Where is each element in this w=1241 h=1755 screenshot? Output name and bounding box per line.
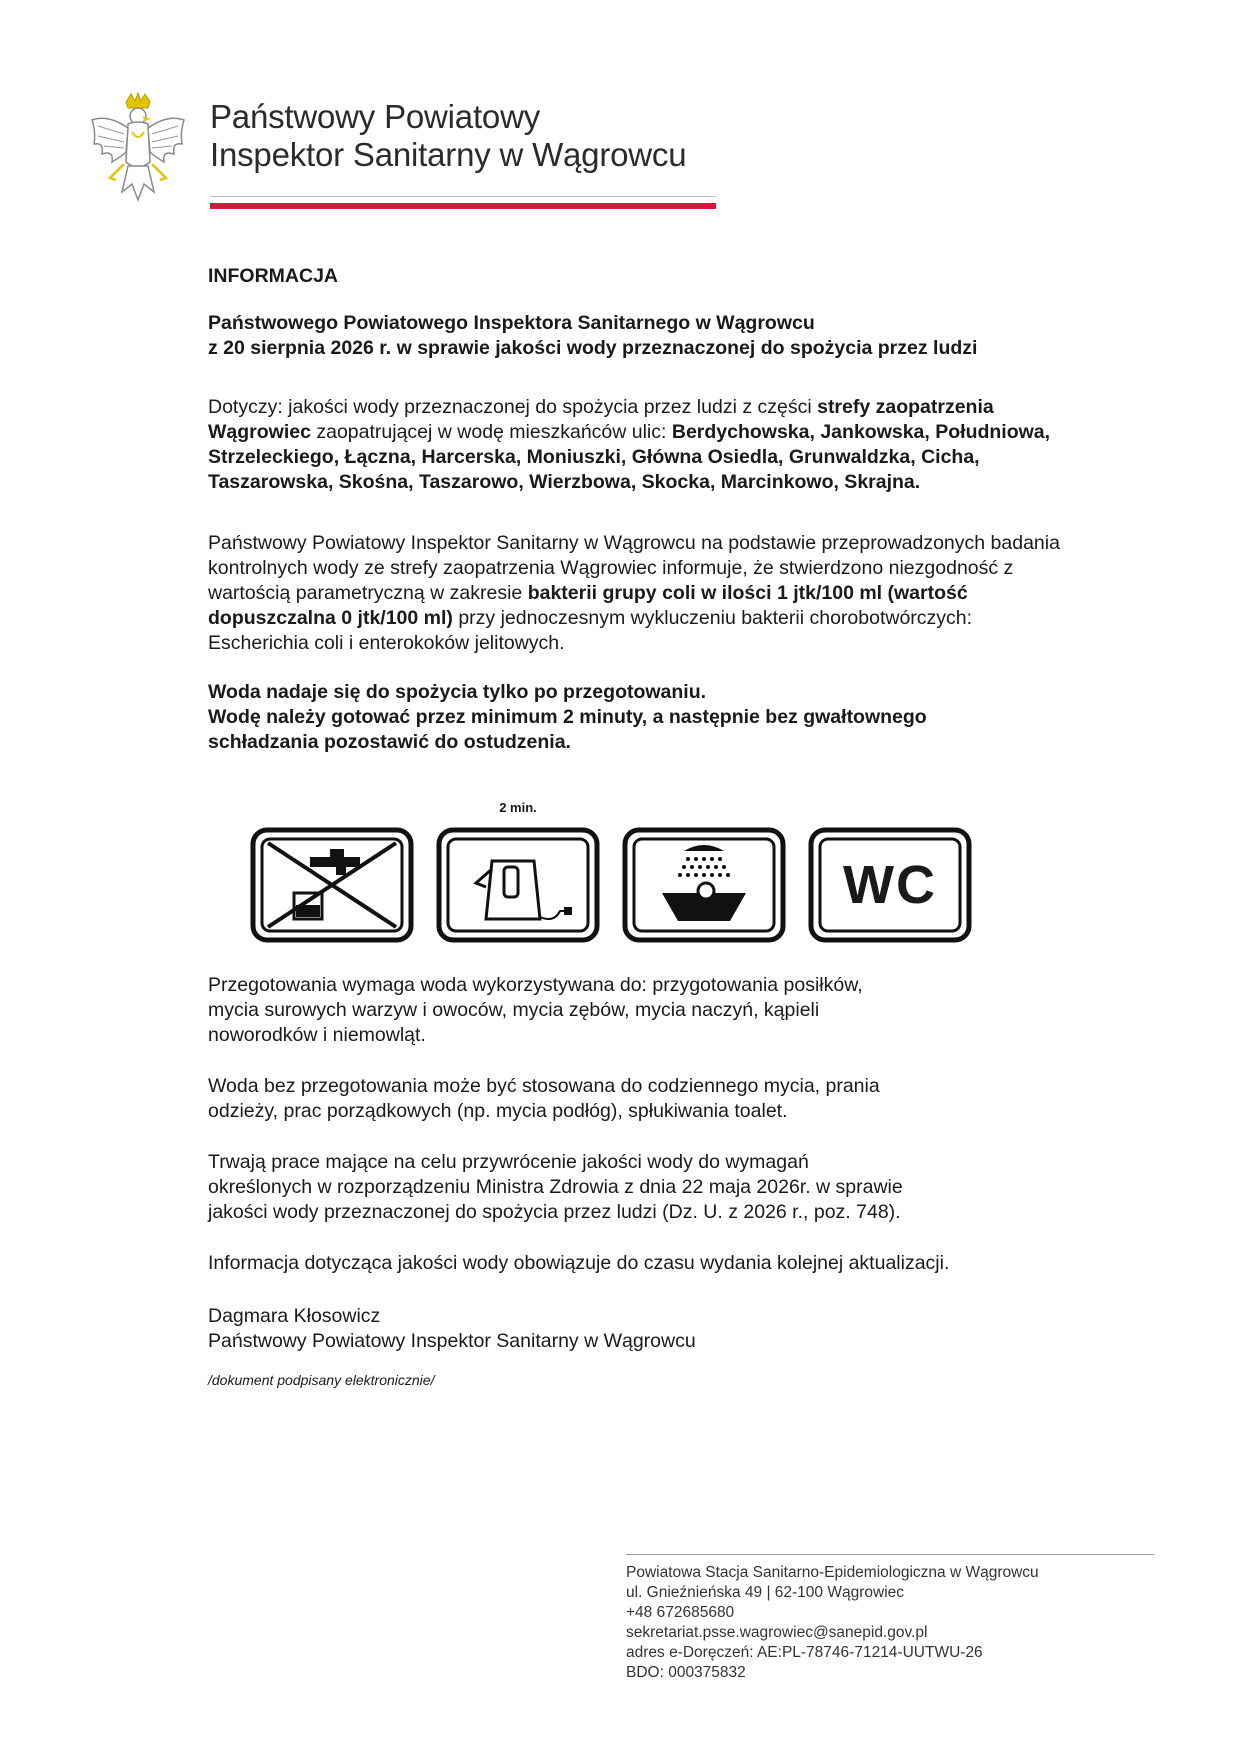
scope-zone: strefy zaopatrzenia Wągrowiec xyxy=(208,396,994,443)
no-boil-paragraph: Woda bez przegotowania może być stosowana do codziennego mycia, prania odzieży, prac porządkowych (np. mycia podłóg), spłukiwania toalet. xyxy=(208,1075,880,1122)
signature-note: /dokument podpisany elektronicznie/ xyxy=(208,1372,435,1388)
footer-divider xyxy=(626,1554,1154,1555)
footer-email: sekretariat.psse.wagrowiec@sanepid.gov.pl xyxy=(626,1624,928,1641)
signer-title: Państwowy Powiatowy Inspektor Sanitarny w Wągrowcu xyxy=(208,1330,696,1352)
subtitle-line1: Państwowego Powiatowego Inspektora Sanitarnego w Wągrowcu xyxy=(208,312,815,334)
org-name-line1: Państwowy Powiatowy xyxy=(210,98,541,135)
signature-block xyxy=(208,1304,1068,1354)
organization-name xyxy=(210,98,686,174)
wc-label: WC xyxy=(843,854,937,915)
scope-paragraph xyxy=(208,395,1068,495)
findings-paragraph xyxy=(208,531,1068,656)
boil-required-paragraph: Przegotowania wymaga woda wykorzystywana do: przygotowania posiłków, mycia surowych warzyw i owoców, mycia zębów, mycia naczyń, kąpieli noworodków i niemowląt. xyxy=(208,974,863,1046)
warning-line2: Wodę należy gotować przez minimum 2 minuty, a następnie bez gwałtownego schładzania pozostawić do ostudzenia. xyxy=(208,706,927,753)
polish-eagle-emblem xyxy=(88,92,188,210)
footer-bdo: BDO: 000375832 xyxy=(626,1664,746,1681)
footer-e-delivery: adres e-Doręczeń: AE:PL-78746-71214-UUTWU-26 xyxy=(626,1644,983,1661)
org-name-line2: Inspektor Sanitarny w Wągrowcu xyxy=(210,136,687,173)
header-divider-red xyxy=(210,203,716,209)
warning-line1: Woda nadaje się do spożycia tylko po przegotowaniu. xyxy=(208,681,707,703)
warning-paragraph xyxy=(208,680,1068,755)
boil-time-label: 2 min. xyxy=(499,800,537,815)
document-heading: INFORMACJA xyxy=(208,265,338,287)
findings-bacteria: bakterii grupy coli w ilości 1 jtk/100 ml (wartość dopuszczalna 0 jtk/100 ml) xyxy=(208,582,968,629)
footer-address: ul. Gnieźnieńska 49 | 62-100 Wągrowiec xyxy=(626,1584,905,1601)
signer-name: Dagmara Kłosowicz xyxy=(208,1305,381,1327)
scope-streets: Berdychowska, Jankowska, Południowa, Strzeleckiego, Łączna, Harcerska, Moniuszki, Główna Osiedla, Grunwaldzka, Cicha, Taszarowska, Skośna, Taszarowo, Wierzbowa, Skocka, Marcinkowo, Skrajna. xyxy=(208,421,1051,493)
subtitle-line2: z 20 sierpnia 2026 r. w sprawie jakości wody przeznaczonej do spożycia przez ludzi xyxy=(208,337,978,359)
footer-phone: +48 672685680 xyxy=(626,1604,735,1621)
findings-text: Państwowy Powiatowy Inspektor Sanitarny w Wągrowcu na podstawie przeprowadzonych badania kontrolnych wody ze strefy zaopatrzenia Wągrowiec informuje, że stwierdzono niezgodność z wartością parametryczną w zakresie xyxy=(208,532,1060,604)
scope-text-2: zaopatrującej w wodę mieszkańców ulic: xyxy=(310,421,672,443)
wc-icon xyxy=(808,827,972,943)
footer-contact xyxy=(626,1563,1039,1683)
footer-institution: Powiatowa Stacja Sanitarno-Epidemiologiczna w Wągrowcu xyxy=(626,1564,1039,1581)
no-tap-water-icon xyxy=(250,827,414,943)
boil-kettle-icon xyxy=(436,800,600,943)
shower-bath-icon xyxy=(622,827,786,943)
restoration-paragraph: Trwają prace mające na celu przywrócenie jakości wody do wymagań określonych w rozporządzeniu Ministra Zdrowia z dnia 22 maja 2026r. w sprawie jakości wody przeznaczonej do spożycia przez ludzi (Dz. U. z 2026 r., poz. 748). xyxy=(208,1151,903,1223)
validity-paragraph: Informacja dotycząca jakości wody obowiązuje do czasu wydania kolejnej aktualizacji. xyxy=(208,1252,950,1274)
scope-text: Dotyczy: jakości wody przeznaczonej do spożycia przez ludzi z części xyxy=(208,396,818,418)
document-body xyxy=(208,264,1068,1393)
pictogram-row xyxy=(250,793,1068,943)
findings-text-2: przy jednoczesnym wykluczeniu bakterii chorobotwórczych: Escherichia coli i enterokoków jelitowych. xyxy=(208,607,973,654)
document-subtitle xyxy=(208,311,1068,361)
header-divider-gray xyxy=(210,196,716,197)
